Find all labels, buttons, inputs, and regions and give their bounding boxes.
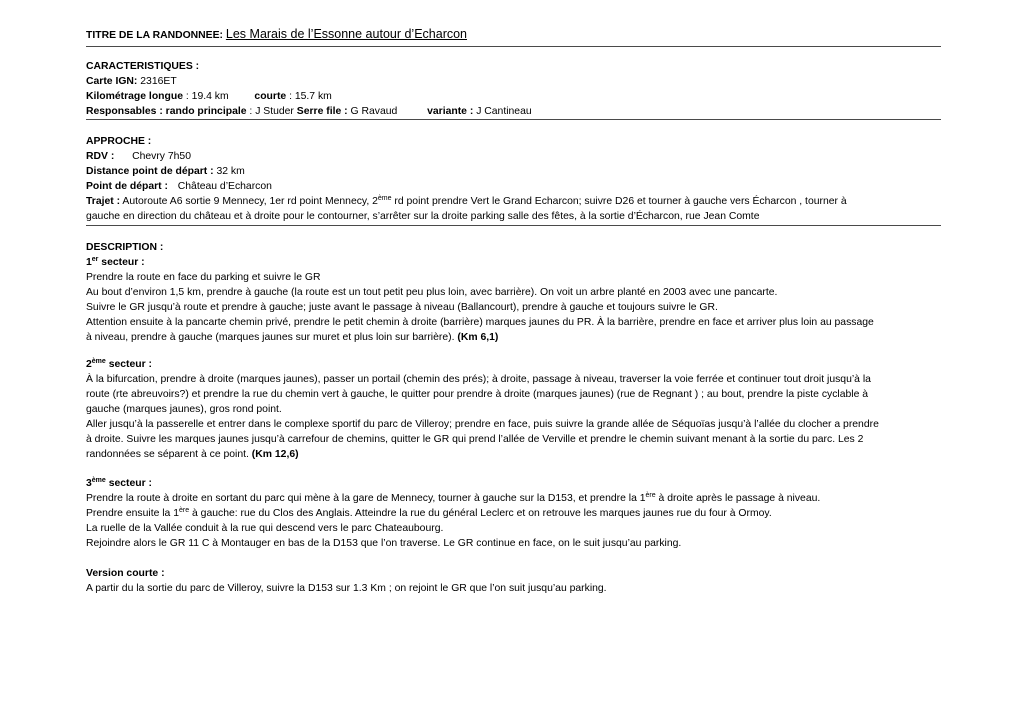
- leader-value: : J Studer: [249, 106, 294, 117]
- start-point-row: [86, 179, 941, 194]
- title-label: TITRE DE LA RANDONNEE:: [86, 30, 224, 41]
- short-distance-label: courte: [254, 91, 287, 102]
- map-row: [86, 74, 941, 89]
- long-distance-label: Kilométrage longue: [86, 91, 183, 102]
- route-label: Trajet :: [86, 196, 121, 207]
- approach-heading: APPROCHE :: [86, 136, 152, 147]
- sector-1-line: Au bout d’environ 1,5 km, prendre à gauche (la route est un tout petit peu plus loin, avec barrière). On voit un arbre planté en 2003 avec une pancarte.: [86, 287, 778, 298]
- sector-2-line: gauche (marques jaunes), gros rond point.: [86, 404, 282, 415]
- route-row: [86, 194, 941, 209]
- start-distance-value: 32 km: [216, 166, 245, 177]
- route-text-3: gauche en direction du château et à droite pour le contourner, s’arrêter sur la droite parking salle des fêtes, à la sortie d’Écharcon, rue Jean Comte: [86, 211, 760, 222]
- start-distance-row: [86, 164, 941, 179]
- sector-1-line: Suivre le GR jusqu’à route et prendre à gauche; juste avant le passage à niveau (Ballancourt), prendre à gauche et toujours suivre le GR.: [86, 302, 718, 313]
- sector-3-line: Prendre ensuite la 1ère à gauche: rue du Clos des Anglais. Atteindre la rue du général Leclerc et on retrouve les marques jaunes rue du four à Ormoy.: [86, 507, 772, 519]
- sector-1-line: Attention ensuite à la pancarte chemin privé, prendre le petit chemin à droite (barrière) marques jaunes du PR. À la barrière, prendre en face et arriver plus loin au passage: [86, 317, 874, 328]
- sector-1-km: (Km 6,1): [457, 332, 499, 343]
- route-text-1: Autoroute A6 sortie 9 Mennecy, 1er rd point Mennecy, 2: [122, 196, 378, 207]
- sector-3-line: Rejoindre alors le GR 11 C à Montauger en bas de la D153 que l’on traverse. Le GR continue en face, on le suit jusqu’au parking.: [86, 538, 682, 549]
- map-value: 2316ET: [140, 76, 177, 87]
- leaders-row: [86, 104, 941, 119]
- route-text-2: rd point prendre Vert le Grand Echarcon; suivre D26 et tourner à gauche vers Écharcon , tourner à: [394, 196, 847, 207]
- start-distance-label: Distance point de départ :: [86, 166, 214, 177]
- title-divider: [86, 46, 941, 47]
- map-label: Carte IGN:: [86, 76, 138, 87]
- characteristics-divider: [86, 119, 941, 120]
- rdv-value: Chevry 7h50: [132, 151, 191, 162]
- rdv-row: [86, 149, 941, 164]
- short-version-text: A partir du la sortie du parc de Villeroy, suivre la D153 sur 1.3 Km ; on rejoint le GR que l’on suit jusqu’au parking.: [86, 583, 607, 594]
- distance-row: [86, 89, 941, 104]
- description-section: [86, 240, 941, 345]
- sector-3-line: La ruelle de la Vallée conduit à la rue qui descend vers le parc Chateaubourg.: [86, 523, 444, 534]
- long-distance-value: : 19.4 km: [185, 91, 229, 102]
- sector-2-line: À la bifurcation, prendre à droite (marques jaunes), passer un portail (chemin des prés); à droite, passage à niveau, traverser la voie ferrée et continuer tout droit jusqu’à la: [86, 374, 871, 385]
- start-point-value: Château d’Echarcon: [177, 181, 272, 192]
- sector-2-km: (Km 12,6): [251, 449, 299, 460]
- hike-title: Les Marais de l’Essonne autour d’Echarcon: [225, 27, 468, 41]
- sector-3: [86, 476, 941, 551]
- variant-label: variante :: [427, 106, 474, 117]
- approach-divider: [86, 225, 941, 226]
- sector-2-line: à droite. Suivre les marques jaunes jusqu’à carrefour de chemins, quitter le GR qui prend l’allée de Verville et prendre le chemin suivant menant à la sortie du parc. Les 2: [86, 434, 864, 445]
- leader-label: Responsables : rando principale: [86, 106, 247, 117]
- characteristics-section: [86, 59, 941, 119]
- sector-2-line: randonnées se séparent à ce point. (Km 12,6): [86, 449, 299, 460]
- sector-3-heading: 3ème secteur :: [86, 477, 153, 489]
- serre-file-value: G Ravaud: [350, 106, 398, 117]
- rdv-label: RDV :: [86, 151, 115, 162]
- short-distance-value: : 15.7 km: [289, 91, 332, 102]
- sector-1-line: à niveau, prendre à gauche (marques jaunes sur muret et plus loin sur barrière). (Km 6,1): [86, 332, 499, 343]
- approach-section: [86, 134, 941, 224]
- start-point-label: Point de départ :: [86, 181, 168, 192]
- short-version-section: [86, 566, 941, 596]
- characteristics-heading: CARACTERISTIQUES :: [86, 61, 200, 72]
- variant-value: J Cantineau: [476, 106, 532, 117]
- route-sup: ème: [377, 195, 392, 202]
- serre-file-label: Serre file :: [296, 106, 348, 117]
- sector-1-heading: 1er secteur :: [86, 256, 145, 268]
- sector-3-line: Prendre la route à droite en sortant du parc qui mène à la gare de Mennecy, tourner à gauche sur la D153, et prendre la 1ère à droite après le passage à niveau.: [86, 492, 821, 504]
- short-version-heading: Version courte :: [86, 568, 165, 579]
- description-heading: DESCRIPTION :: [86, 242, 164, 253]
- sector-1-line: Prendre la route en face du parking et suivre le GR: [86, 272, 321, 283]
- title-block: [86, 27, 941, 43]
- sector-2: [86, 357, 941, 462]
- sector-2-line: Aller jusqu’à la passerelle et entrer dans le complexe sportif du parc de Villeroy; prendre en face, puis suivre la grande allée de Séquoïas jusqu’à l’allée du clocher a prendre: [86, 419, 879, 430]
- sector-2-heading: 2ème secteur :: [86, 358, 153, 370]
- sector-2-line: route (rte abreuvoirs?) et prendre la rue du chemin vert à gauche, le quitter pour prendre à droite (marques jaunes) (rue de Regnant ) ; au bout, prendre la piste cyclable à: [86, 389, 869, 400]
